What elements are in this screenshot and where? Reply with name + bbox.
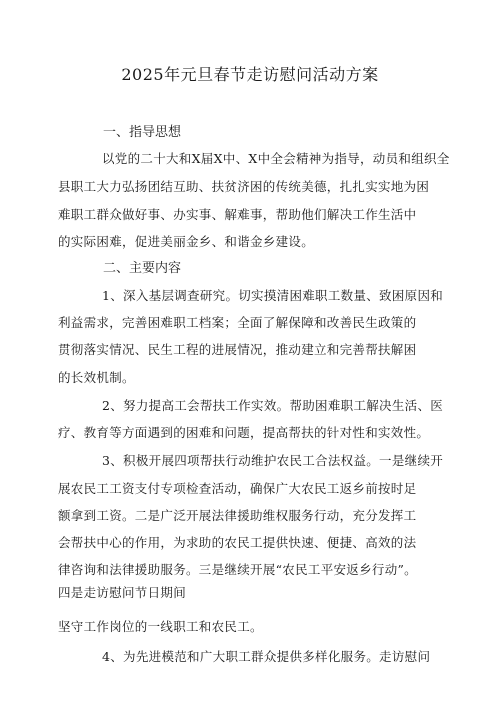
paragraph-line: 四是走访慰问节日期间 <box>58 585 187 600</box>
paragraph-line: 疗、教育等方面遇到的困难和问题，提高帮扶的针对性和实效性。 <box>58 425 430 440</box>
paragraph-line: 坚守工作岗位的一线职工和农民工。 <box>58 619 263 634</box>
paragraph-line: 展农民工工资支付专项检查活动，确保广大农民工返乡前按时足 <box>58 481 417 496</box>
paragraph-line: 3、积极开展四项帮扶行动维护农民工合法权益。一是继续开 <box>102 453 444 468</box>
section-heading-main-content: 二、主要内容 <box>103 261 182 276</box>
paragraph-line: 律咨询和法律援助服务。三是继续开展“农民工平安返乡行动”。 <box>58 562 417 577</box>
document-title: 2025年元旦春节走访慰问活动方案 <box>121 65 379 84</box>
paragraph-line: 以党的二十大和X届X中、X中全会精神为指导，动员和组织全 <box>102 151 450 166</box>
paragraph-line: 1、深入基层调查研究。切实摸清困难职工数量、致困原因和 <box>102 288 444 303</box>
paragraph-line: 额拿到工资。二是广泛开展法律援助维权服务行动，充分发挥工 <box>58 508 417 523</box>
paragraph-line: 难职工群众做好事、办实事、解难事，帮助他们解决工作生活中 <box>58 207 417 222</box>
paragraph-line: 2、努力提高工会帮扶工作实效。帮助困难职工解决生活、医 <box>102 398 444 413</box>
paragraph-line: 利益需求，完善困难职工档案；全面了解保障和改善民生政策的 <box>58 315 417 330</box>
paragraph-line: 会帮扶中心的作用，为求助的农民工提供快速、便捷、高效的法 <box>58 535 417 550</box>
section-heading-guiding-ideology: 一、指导思想 <box>103 125 182 140</box>
paragraph-line: 4、为先进模范和广大职工群众提供多样化服务。走访慰问 <box>102 649 431 664</box>
paragraph-line: 县职工大力弘扬团结互助、扶贫济困的传统美德，扎扎实实地为困 <box>58 179 430 194</box>
paragraph-line: 的长效机制。 <box>58 370 135 385</box>
paragraph-line: 贯彻落实情况、民生工程的进展情况，推动建立和完善帮扶解困 <box>58 342 417 357</box>
paragraph-line: 的实际困难，促进美丽金乡、和谐金乡建设。 <box>58 234 315 249</box>
